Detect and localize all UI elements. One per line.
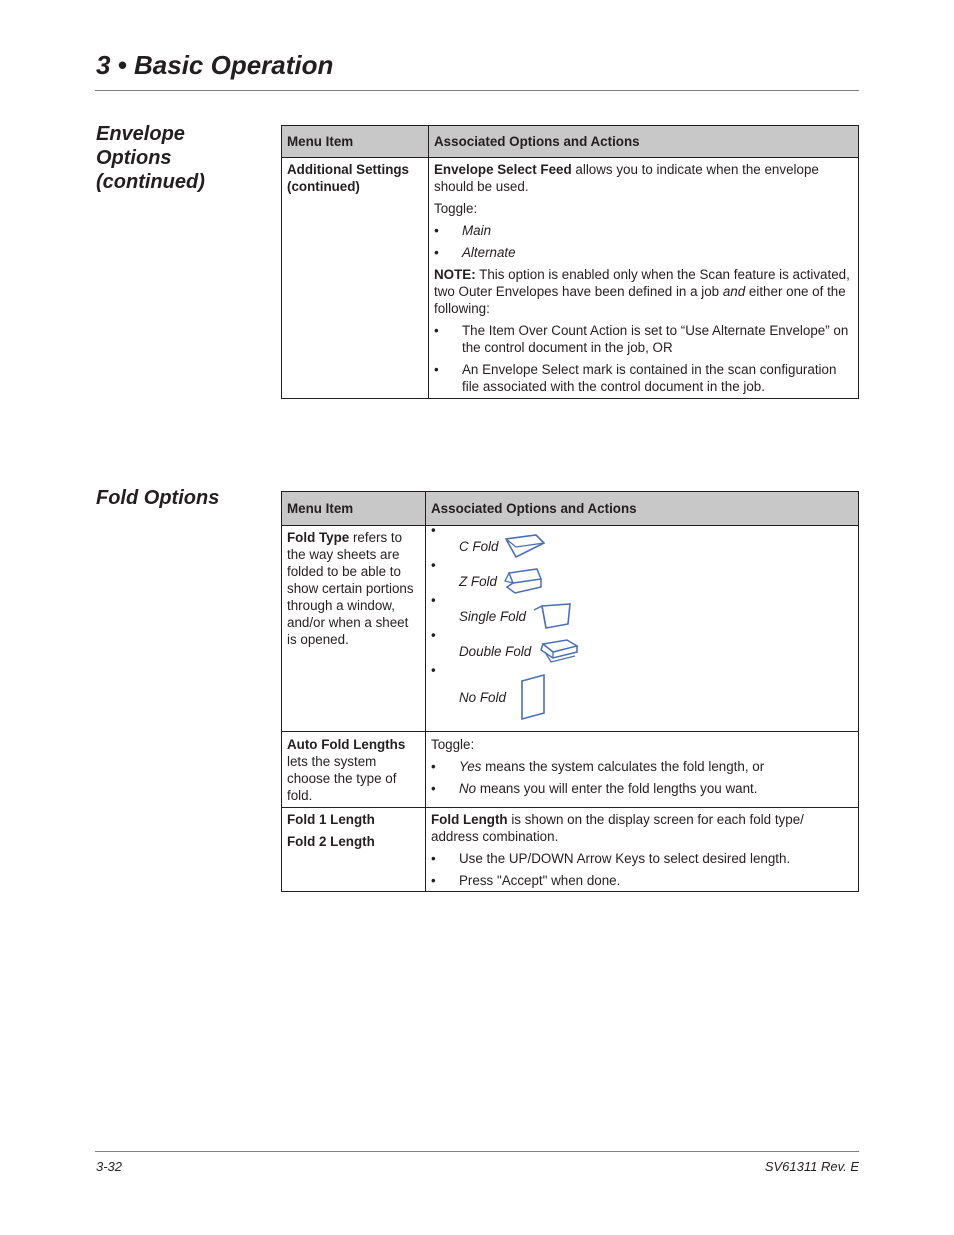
list-item xyxy=(431,780,853,797)
auto-fold-options xyxy=(431,758,853,797)
menu-item-auto-fold-lengths xyxy=(282,732,426,808)
table-row xyxy=(282,808,859,892)
toggle-label: Toggle: xyxy=(434,201,478,216)
menu-item-additional-settings: Additional Settings (continued) xyxy=(282,158,429,399)
no-option: No xyxy=(459,781,477,796)
note-label: NOTE: xyxy=(434,267,476,282)
page-number: 3-32 xyxy=(96,1159,123,1174)
fold-2-length: Fold 2 Length xyxy=(287,834,375,849)
list-item xyxy=(431,758,853,775)
list-item: • The Item Over Count Action is set to “Use Alternate Envelope” on the control document in the job, OR xyxy=(434,322,853,356)
no-fold-icon xyxy=(518,673,548,721)
z-fold-icon xyxy=(503,567,545,595)
heading-line: (continued) xyxy=(96,171,205,193)
header-rule xyxy=(95,90,859,91)
fold-options-table xyxy=(281,491,859,892)
fold-length-steps xyxy=(431,850,853,889)
fold-types-cell xyxy=(426,526,859,732)
envelope-options-heading xyxy=(96,122,266,194)
col-header-menu-item: Menu Item xyxy=(282,492,426,526)
yes-option: Yes xyxy=(459,759,482,774)
note-and: and xyxy=(722,284,746,299)
double-fold-icon xyxy=(537,638,581,664)
fold-types-list xyxy=(431,531,853,723)
col-header-menu-item: Menu Item xyxy=(282,126,429,158)
list-item xyxy=(431,636,853,666)
table-header-row xyxy=(282,126,859,158)
fold-length-desc: is shown on the display screen for each fold type/ address combination. xyxy=(431,812,804,844)
table-header-row xyxy=(282,492,859,526)
table-row xyxy=(282,732,859,808)
list-item xyxy=(431,531,853,561)
menu-item-fold-type xyxy=(282,526,426,732)
auto-fold-cell xyxy=(426,732,859,808)
fold-type-label: • Single Fold xyxy=(459,608,526,624)
document-id: SV61311 Rev. E xyxy=(764,1159,859,1174)
chapter-title: 3 • Basic Operation xyxy=(96,50,334,80)
fold-type-label: • Double Fold xyxy=(459,643,532,659)
note xyxy=(434,266,853,317)
table-row xyxy=(282,158,859,399)
feed-label: Envelope Select Feed xyxy=(434,162,572,177)
menu-item-fold-lengths xyxy=(282,808,426,892)
fold-type-label: • Z Fold xyxy=(459,573,497,589)
auto-fold-label: Auto Fold Lengths xyxy=(287,737,406,752)
fold-options-heading: Fold Options xyxy=(96,487,220,509)
list-item xyxy=(431,671,853,723)
no-desc: means you will enter the fold lengths you want. xyxy=(476,781,758,796)
c-fold-icon xyxy=(504,533,546,559)
auto-fold-desc: lets the system choose the type of fold. xyxy=(287,754,397,803)
table-row xyxy=(282,526,859,732)
fold-length-description xyxy=(431,811,853,845)
fold-1-length: Fold 1 Length xyxy=(287,812,375,827)
single-fold-icon xyxy=(532,602,574,630)
footer-rule xyxy=(95,1151,859,1152)
col-header-actions: Associated Options and Actions xyxy=(429,126,859,158)
list-item: • An Envelope Select mark is contained in the scan configuration file associated with the control document in the job. xyxy=(434,361,853,395)
toggle-label: Toggle: xyxy=(431,737,475,752)
fold-type-label: Fold Type xyxy=(287,530,350,545)
feed-options-list xyxy=(434,222,853,261)
actions-cell xyxy=(429,158,859,399)
list-item: • Main xyxy=(434,222,853,239)
list-item xyxy=(431,566,853,596)
envelope-options-table xyxy=(281,125,859,399)
list-item: • Press "Accept" when done. xyxy=(431,872,853,889)
fold-length-label: Fold Length xyxy=(431,812,508,827)
heading-line: Envelope xyxy=(96,123,185,145)
fold-length-cell xyxy=(426,808,859,892)
feed-desc-text: allows you to indicate when the envelope should be used. xyxy=(434,162,819,194)
note-text: This option is enabled only when the Scan feature is activated, two Outer Envelopes have been defined in a job xyxy=(434,267,850,299)
list-item xyxy=(431,601,853,631)
heading-line: Options xyxy=(96,147,172,169)
yes-desc: means the system calculates the fold length, or xyxy=(481,759,765,774)
conditions-list xyxy=(434,322,853,395)
col-header-actions: Associated Options and Actions xyxy=(426,492,859,526)
fold-type-label: • No Fold xyxy=(459,689,506,705)
feed-description xyxy=(434,161,853,195)
list-item: • Alternate xyxy=(434,244,853,261)
list-item: • Use the UP/DOWN Arrow Keys to select desired length. xyxy=(431,850,853,867)
note-text-end: either one of the following: xyxy=(434,284,846,316)
fold-type-label: • C Fold xyxy=(459,538,499,554)
fold-type-desc: refers to the way sheets are folded to be able to show certain portions through a window, and/or when a sheet is opened. xyxy=(287,530,414,647)
